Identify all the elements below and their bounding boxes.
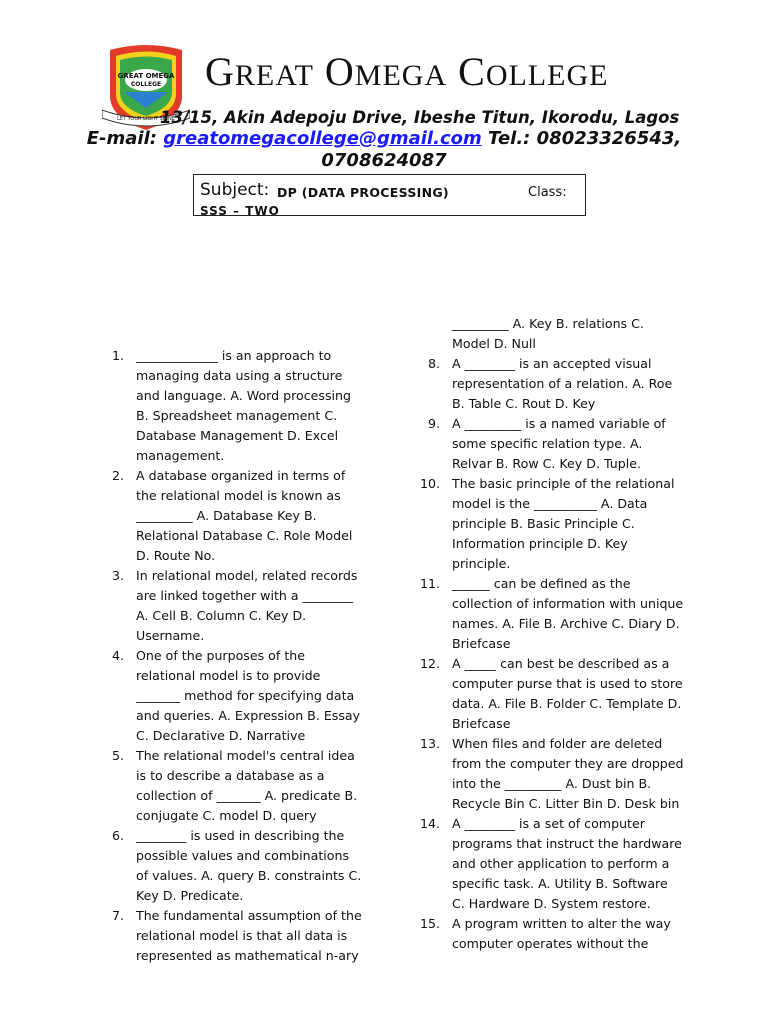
- questions-left-column: [111, 346, 364, 966]
- question-item: [419, 734, 684, 814]
- college-name: [205, 48, 608, 95]
- question-number: 5.: [111, 748, 124, 763]
- college-address: 13/15, Akin Adepoju Drive, Ibeshe Titun, Ikorodu, Lagos: [160, 108, 680, 127]
- question-number: 11.: [419, 576, 440, 591]
- question-number: 15.: [419, 916, 440, 931]
- class-value-clipped: SSS – TWO: [200, 204, 280, 216]
- email-link[interactable]: greatomegacollege@gmail.com: [163, 128, 482, 149]
- question-item: [427, 354, 684, 414]
- college-name-word: COLLEGE: [458, 49, 609, 94]
- question-number: 13.: [419, 736, 440, 751]
- question-item: [419, 474, 684, 574]
- college-name-word: GREAT: [205, 49, 314, 94]
- question-item: [111, 646, 364, 746]
- question-number: 4.: [111, 648, 124, 663]
- question-item: [419, 914, 684, 954]
- logo-text-top: GREAT OMEGA: [117, 72, 175, 80]
- question-7-continuation: _________ A. Key B. relations C. Model D. Null: [452, 316, 644, 351]
- question-item: [427, 414, 684, 474]
- question-number: 3.: [111, 568, 124, 583]
- question-number: 14.: [419, 816, 440, 831]
- question-number: 8.: [427, 356, 440, 371]
- tel-label: Tel.: 08023326543,: [481, 128, 682, 149]
- class-label: Class:: [528, 185, 567, 200]
- question-text: One of the purposes of the relational model is to provide _______ method for specifying data and queries. A. Expression B. Essay C. Declarative D. Narrative: [136, 648, 361, 743]
- question-text: ________ is used in describing the possible values and combinations of values. A. query B. constraints C. Key D. Predicate.: [136, 828, 362, 903]
- subject-label: Subject:: [200, 180, 270, 200]
- logo-ribbon-text: LET YOUR LIGHT SHINE: [117, 116, 175, 122]
- question-item: [111, 466, 364, 566]
- subject-value: DP (DATA PROCESSING): [277, 185, 449, 200]
- question-number: 6.: [111, 828, 124, 843]
- question-text: A program written to alter the way computer operates without the: [452, 916, 671, 951]
- question-text: The basic principle of the relational model is the __________ A. Data principle B. Basic Principle C. Information principle D. Key principle.: [452, 476, 675, 571]
- question-text: ______ can be defined as the collection of information with unique names. A. File B. Archive C. Diary D. Briefcase: [452, 576, 684, 651]
- question-text: A _____ can best be described as a computer purse that is used to store data. A. File B. Folder C. Template D. Briefcase: [452, 656, 683, 731]
- questions-right-column: [419, 314, 684, 954]
- question-item: [419, 574, 684, 654]
- question-text: A _________ is a named variable of some specific relation type. A. Relvar B. Row C. Key D. Tuple.: [452, 416, 666, 471]
- question-text: A ________ is a set of computer programs that instruct the hardware and other application to perform a specific task. A. Utility B. Software C. Hardware D. System restore.: [452, 816, 682, 911]
- question-item: [111, 346, 364, 466]
- question-text: A database organized in terms of the relational model is known as _________ A. Database Key B. Relational Database C. Role Model D. Route No.: [136, 468, 353, 563]
- question-text: The fundamental assumption of the relational model is that all data is represented as mathematical n-ary: [136, 908, 362, 963]
- question-number: 12.: [419, 656, 440, 671]
- question-number: 7.: [111, 908, 124, 923]
- question-item: [419, 814, 684, 914]
- logo-text-bottom: COLLEGE: [130, 81, 162, 88]
- email-label: E-mail:: [86, 128, 164, 149]
- question-number: 1.: [111, 348, 124, 363]
- question-number: 9.: [427, 416, 440, 431]
- question-item: [419, 654, 684, 734]
- question-text: When files and folder are deleted from the computer they are dropped into the _________ A. Dust bin B. Recycle Bin C. Litter Bin D. Desk bin: [452, 736, 684, 811]
- question-text: The relational model's central idea is to describe a database as a collection of _______ A. predicate B. conjugate C. model D. query: [136, 748, 358, 823]
- question-text: A ________ is an accepted visual representation of a relation. A. Roe B. Table C. Rout D. Key: [452, 356, 673, 411]
- college-name-word: OMEGA: [324, 49, 448, 94]
- subject-box: [193, 174, 586, 216]
- tel-number-2: 0708624087: [321, 150, 447, 171]
- question-list-left: [111, 346, 364, 966]
- question-item: [111, 906, 364, 966]
- question-text: _____________ is an approach to managing data using a structure and language. A. Word processing B. Spreadsheet management C. Database Management D. Excel management.: [136, 348, 351, 463]
- question-item: [111, 746, 364, 826]
- contact-info: [60, 128, 708, 172]
- question-number: 10.: [419, 476, 440, 491]
- question-item: [111, 826, 364, 906]
- question-number: 2.: [111, 468, 124, 483]
- question-list-right: [419, 354, 684, 954]
- question-text: In relational model, related records are linked together with a ________ A. Cell B. Column C. Key D. Username.: [136, 568, 358, 643]
- question-item: [111, 566, 364, 646]
